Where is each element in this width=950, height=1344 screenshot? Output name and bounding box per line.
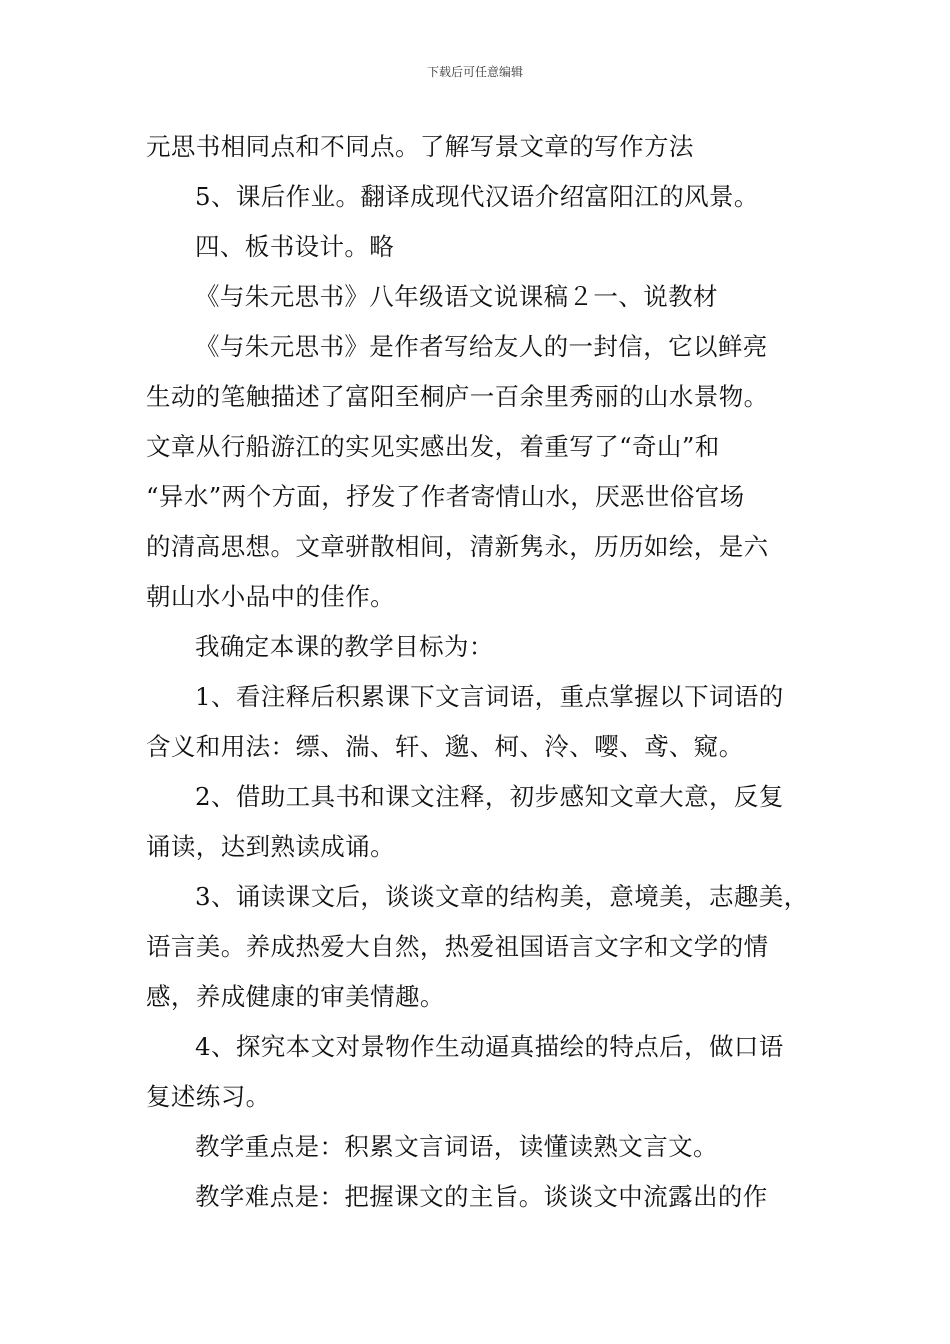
page-header: 下载后可任意编辑: [426, 65, 523, 79]
text-line: 感，养成健康的审美情趣。: [146, 982, 445, 1011]
text-line: 《与朱元思书》是作者写给友人的一封信，它以鲜亮: [195, 332, 768, 361]
section-heading: 《与朱元思书》八年级语文说课稿２一、说教材: [195, 282, 718, 311]
text-line: 含义和用法：缥、湍、轩、邈、柯、泠、嘤、鸢、窥。: [146, 732, 744, 761]
text-line: 2、借助工具书和课文注释，初步感知文章大意，反复: [195, 782, 784, 811]
text-line: 诵读，达到熟读成诵。: [146, 832, 395, 861]
text-line: 元思书相同点和不同点。了解写景文章的写作方法: [146, 132, 694, 161]
text-line: 4、探究本文对景物作生动逼真描绘的特点后，做口语: [195, 1032, 784, 1061]
text-line: 3、诵读课文后，谈谈文章的结构美，意境美，志趣美，: [195, 882, 809, 911]
text-line: 四、板书设计。略: [195, 232, 395, 261]
text-line: 语言美。养成热爱大自然，热爱祖国语言文字和文学的情: [146, 932, 769, 961]
text-line: 文章从行船游江的实见实感出发，着重写了“奇山”和: [146, 432, 720, 461]
text-line: 5、课后作业。翻译成现代汉语介绍富阳江的风景。: [195, 182, 759, 211]
text-line: 复述练习。: [146, 1082, 271, 1111]
text-line: 我确定本课的教学目标为：: [195, 632, 494, 661]
text-line: 教学重点是：积累文言词语，读懂读熟文言文。: [195, 1132, 718, 1161]
text-line: “异水”两个方面，抒发了作者寄情山水，厌恶世俗官场: [146, 482, 745, 511]
document-body: [146, 122, 818, 1222]
text-line: 1、看注释后积累课下文言词语，重点掌握以下词语的: [195, 682, 784, 711]
text-line: 朝山水小品中的佳作。: [146, 582, 395, 611]
text-line: 生动的笔触描述了富阳至桐庐一百余里秀丽的山水景物。: [146, 382, 769, 411]
text-line: 教学难点是：把握课文的主旨。谈谈文中流露出的作: [195, 1182, 768, 1211]
text-line: 的清高思想。文章骈散相间，清新隽永，历历如绘，是六: [146, 532, 769, 561]
